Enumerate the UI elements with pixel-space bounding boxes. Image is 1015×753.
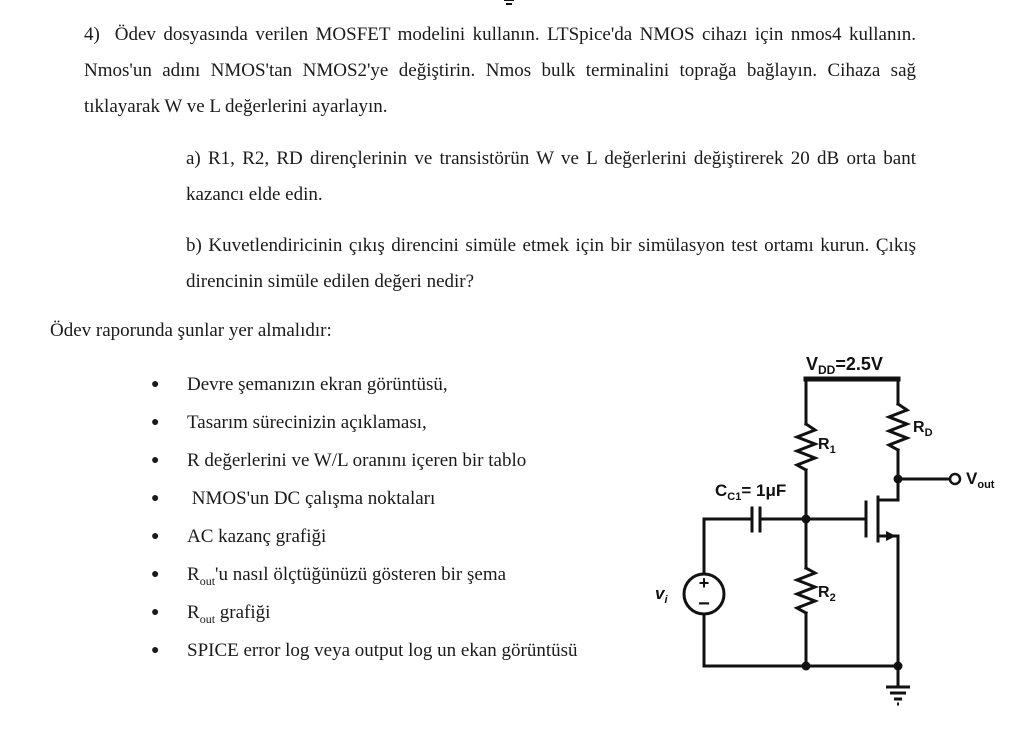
node-ground-left-dot [802,662,811,671]
list-item-text: NMOS'un DC çalışma noktaları [187,488,436,509]
list-item-text: Tasarım sürecinizin açıklaması, [187,412,427,433]
vi-label: $v_i$ [655,584,668,606]
ground-icon [886,687,910,704]
mosfet-arrow-icon [886,531,896,541]
list-item-text: Devre şemanızın ekran görüntüsü, [187,374,448,395]
list-item-suffix: grafiği [215,602,271,623]
rout-symbol: R [187,564,200,585]
question-text: Ödev dosyasında verilen MOSFET modelini kullanın. LTSpice'da NMOS cihazı için nmos4 kullanın. Nmos'un adını NMOS'tan NMOS2'ye değiştirin. Nmos bulk terminalini toprağa bağlayın. Cihaza sağ tıklayarak W ve L değerlerini ayarlayın. [84,24,916,117]
node-gate-dot [802,515,811,524]
list-item-text: SPICE error log veya output log un ekan görüntüsü [187,640,578,661]
r2-resistor-icon [797,568,815,613]
vdd-label: $V_{DD}=2.5V$ [806,354,883,377]
rout-subscript: out [199,611,216,626]
source-plus-label: + [698,573,710,593]
bullet-icon: ● [151,529,160,544]
bullet-icon: ● [151,643,160,658]
bullet-icon: ● [151,377,160,392]
r2-label: $R_2$ [818,584,836,604]
list-item-suffix: 'u nasıl ölçtüğünüzü gösteren bir şema [215,564,507,585]
part-b: b) Kuvetlendiricinin çıkış direncini simüle etmek için bir simülasyon test ortamı kurun. Çıkış direncinin simüle edilen değeri nedir? [186,235,916,292]
node-drain-dot [894,475,903,484]
bullet-icon: ● [151,605,160,620]
source-minus-label: − [698,593,710,615]
list-item-text: R değerlerini ve W/L oranını içeren bir tablo [187,450,527,471]
rd-resistor-icon [889,404,907,450]
rd-label: $R_D$ [913,419,933,439]
report-intro: Ödev raporunda şunlar yer almalıdır: [50,320,332,341]
list-item-text: AC kazanç grafiği [187,526,327,547]
bullet-icon: ● [151,453,160,468]
vout-label: $V_{out}$ [966,469,995,491]
vout-terminal-icon [950,474,960,484]
bullet-icon: ● [151,415,160,430]
cap-label: $C_{C1}= 1\mu F$ [715,481,787,503]
rout-subscript: out [199,573,216,588]
bullet-icon: ● [151,491,160,506]
rout-symbol: R [187,602,200,623]
r1-label: $R_1$ [818,436,836,456]
r1-resistor-icon [797,424,815,470]
part-a: a) R1, R2, RD dirençlerinin ve transistörün W ve L değerlerini değiştirerek 20 dB orta bant kazancı elde edin. [186,148,916,205]
node-ground-right-dot [894,662,903,671]
question-number: 4) [84,24,100,45]
bullet-icon: ● [151,567,160,582]
